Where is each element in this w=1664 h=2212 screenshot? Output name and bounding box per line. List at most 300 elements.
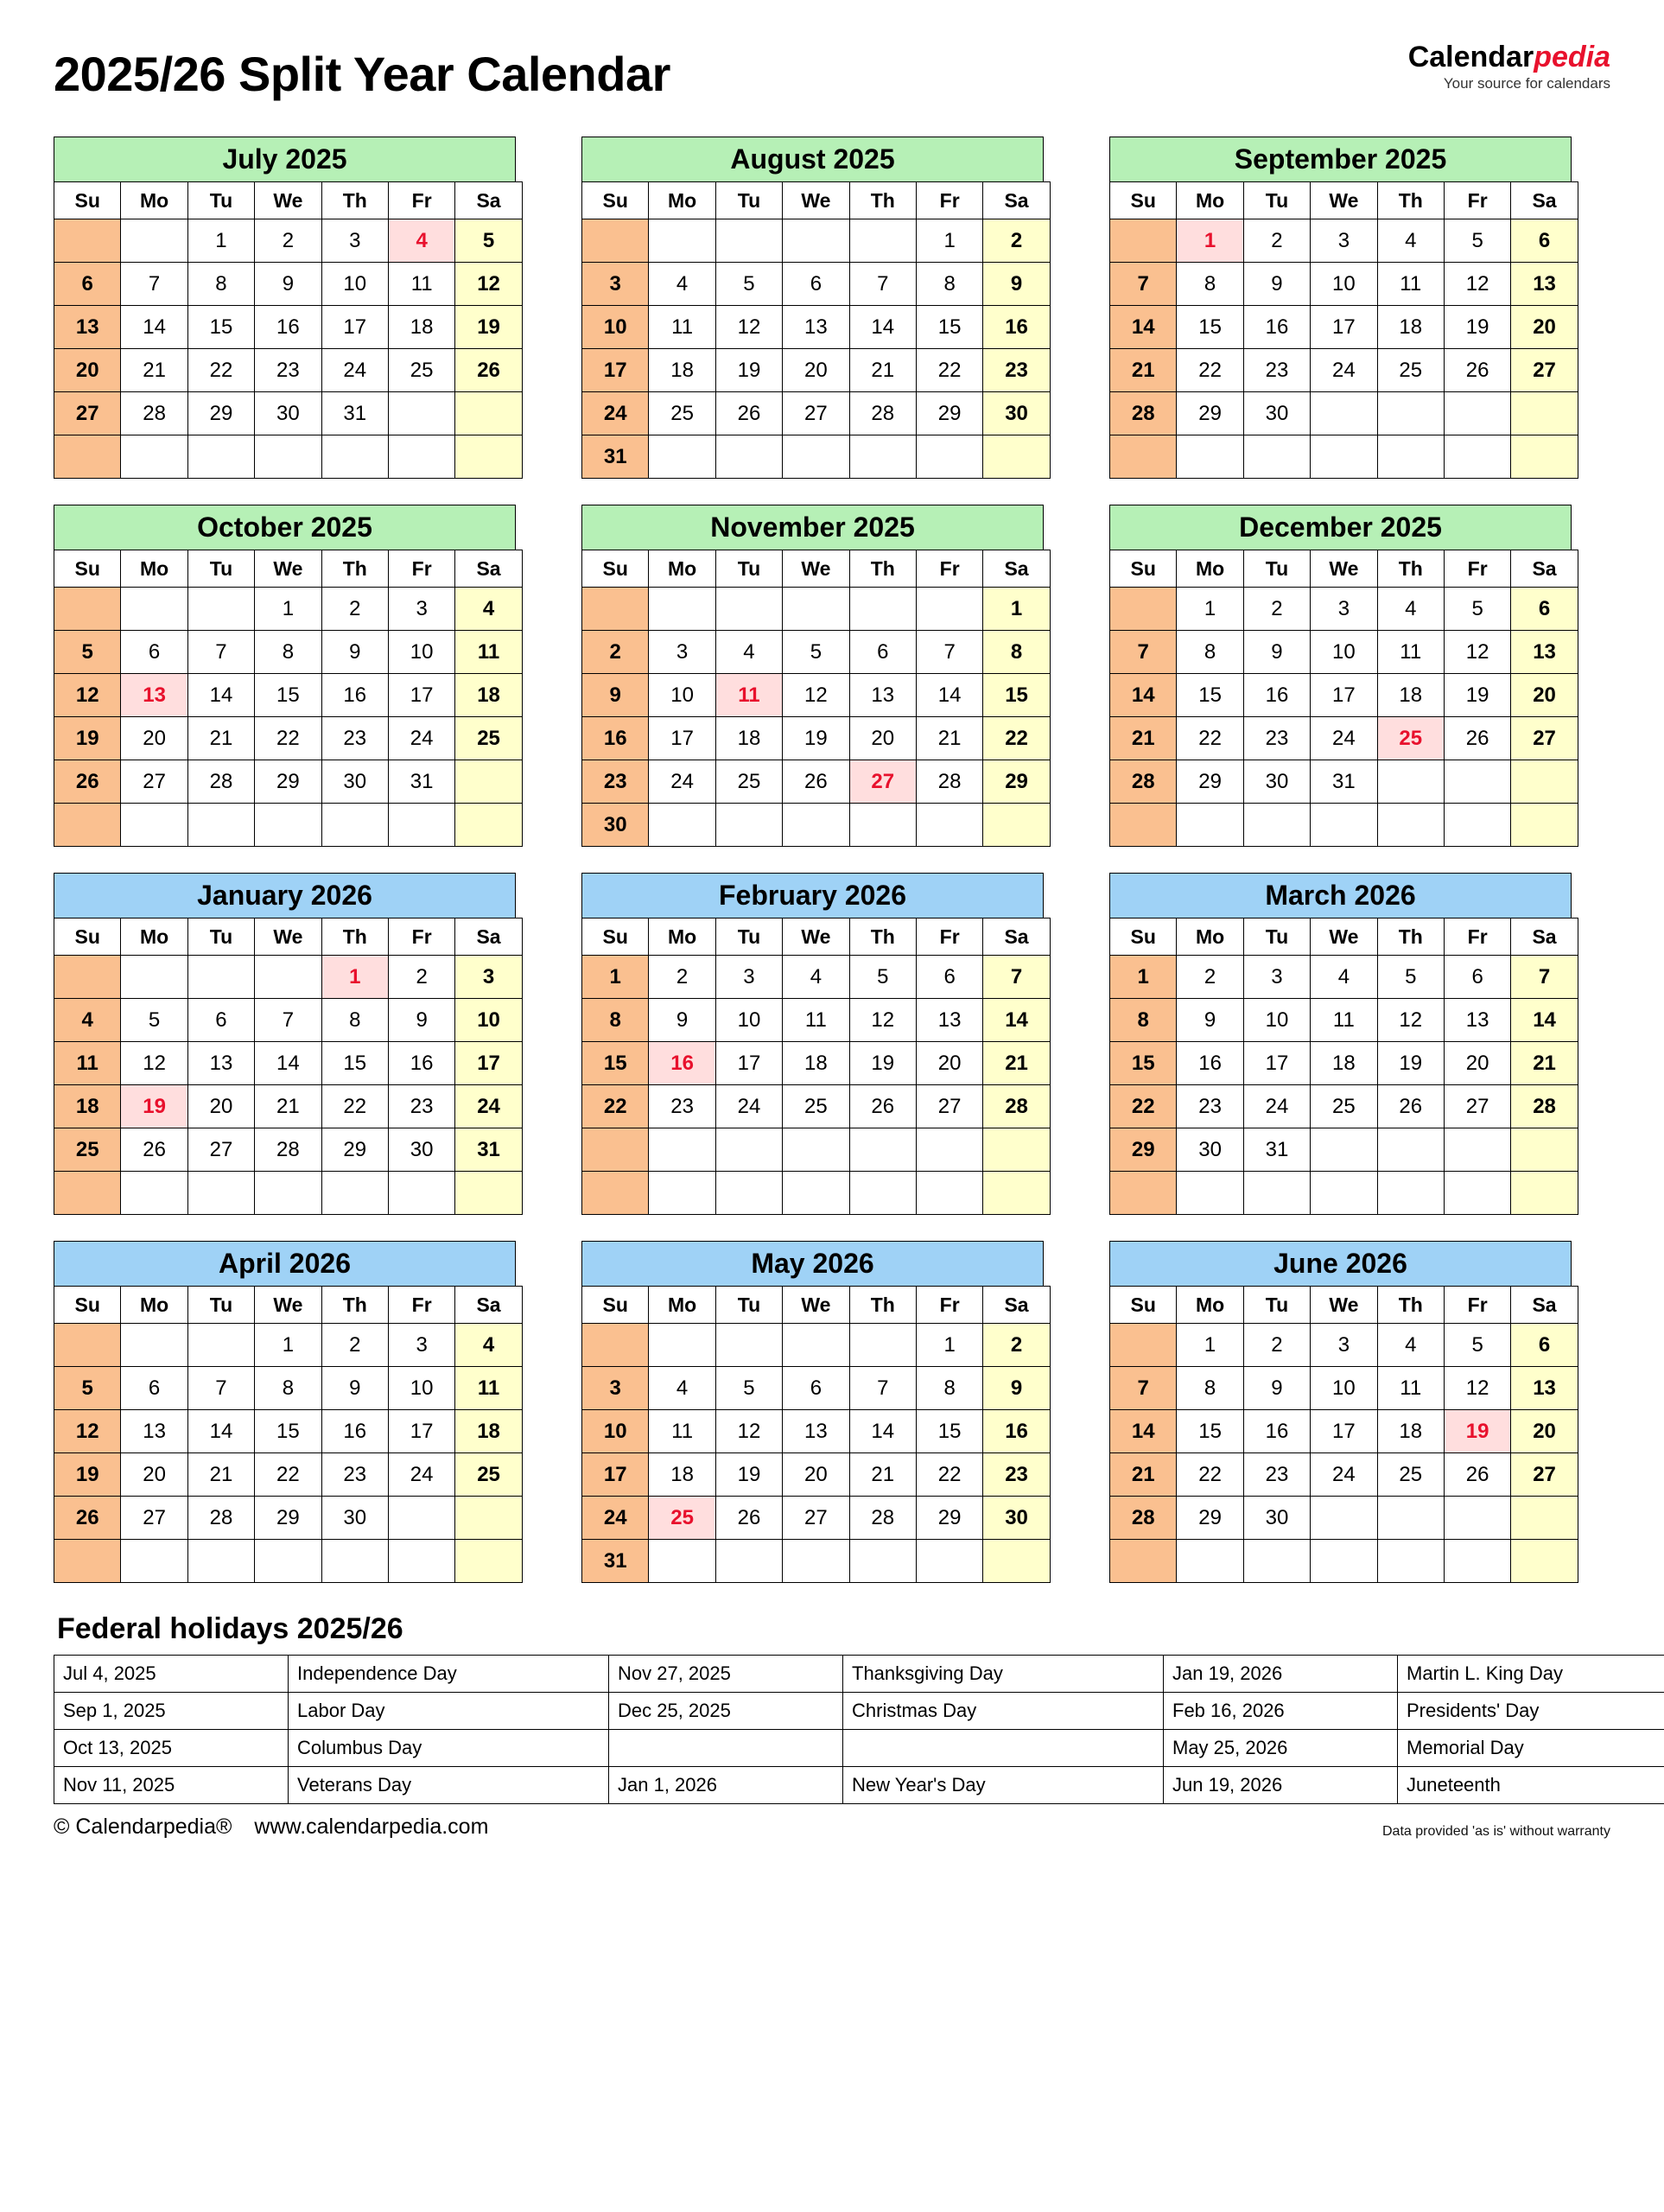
day-cell[interactable]: 13 <box>1444 999 1510 1042</box>
day-cell[interactable]: 9 <box>582 674 649 717</box>
day-cell[interactable]: 12 <box>715 1410 782 1453</box>
day-cell[interactable]: 11 <box>1377 263 1444 306</box>
day-cell[interactable]: 30 <box>255 392 321 435</box>
day-cell[interactable]: 2 <box>1243 219 1310 263</box>
day-cell[interactable]: 13 <box>916 999 982 1042</box>
day-cell[interactable]: 12 <box>1444 1367 1510 1410</box>
day-cell[interactable]: 2 <box>1177 956 1243 999</box>
day-cell[interactable]: 3 <box>1311 588 1377 631</box>
day-cell[interactable]: 8 <box>1177 263 1243 306</box>
day-cell[interactable]: 27 <box>783 1497 849 1540</box>
day-cell[interactable]: 17 <box>388 674 454 717</box>
day-cell[interactable]: 29 <box>1110 1128 1177 1172</box>
day-cell[interactable]: 3 <box>582 263 649 306</box>
day-cell[interactable]: 11 <box>649 1410 715 1453</box>
day-cell[interactable]: 5 <box>1444 588 1510 631</box>
day-cell[interactable]: 19 <box>1444 306 1510 349</box>
day-cell[interactable]: 10 <box>649 674 715 717</box>
day-cell[interactable]: 15 <box>916 1410 982 1453</box>
day-cell[interactable]: 4 <box>649 1367 715 1410</box>
day-cell[interactable]: 3 <box>388 1324 454 1367</box>
day-cell[interactable]: 8 <box>255 1367 321 1410</box>
day-cell[interactable]: 10 <box>1311 263 1377 306</box>
day-cell[interactable]: 16 <box>321 674 388 717</box>
day-cell[interactable]: 26 <box>783 760 849 804</box>
day-cell[interactable]: 6 <box>849 631 916 674</box>
day-cell[interactable]: 16 <box>649 1042 715 1085</box>
day-cell[interactable]: 14 <box>916 674 982 717</box>
day-cell[interactable]: 25 <box>54 1128 121 1172</box>
day-cell[interactable]: 17 <box>582 1453 649 1497</box>
day-cell[interactable]: 8 <box>1177 631 1243 674</box>
day-cell[interactable]: 26 <box>54 1497 121 1540</box>
day-cell[interactable]: 19 <box>121 1085 187 1128</box>
day-cell[interactable]: 5 <box>1377 956 1444 999</box>
day-cell[interactable]: 27 <box>1511 349 1578 392</box>
day-cell[interactable]: 24 <box>388 717 454 760</box>
day-cell[interactable]: 3 <box>455 956 522 999</box>
day-cell[interactable]: 3 <box>1311 1324 1377 1367</box>
day-cell[interactable]: 10 <box>455 999 522 1042</box>
day-cell[interactable]: 25 <box>455 717 522 760</box>
day-cell[interactable]: 23 <box>1243 349 1310 392</box>
day-cell[interactable]: 21 <box>187 717 254 760</box>
day-cell[interactable]: 7 <box>1110 263 1177 306</box>
day-cell[interactable]: 31 <box>582 435 649 479</box>
day-cell[interactable]: 3 <box>321 219 388 263</box>
day-cell[interactable]: 18 <box>388 306 454 349</box>
day-cell[interactable]: 23 <box>321 1453 388 1497</box>
day-cell[interactable]: 8 <box>916 263 982 306</box>
day-cell[interactable]: 25 <box>649 1497 715 1540</box>
day-cell[interactable]: 1 <box>255 588 321 631</box>
day-cell[interactable]: 11 <box>715 674 782 717</box>
day-cell[interactable]: 1 <box>1177 1324 1243 1367</box>
day-cell[interactable]: 24 <box>1311 717 1377 760</box>
day-cell[interactable]: 1 <box>916 219 982 263</box>
day-cell[interactable]: 12 <box>715 306 782 349</box>
day-cell[interactable]: 15 <box>1177 674 1243 717</box>
day-cell[interactable]: 22 <box>983 717 1050 760</box>
day-cell[interactable]: 21 <box>849 349 916 392</box>
day-cell[interactable]: 13 <box>1511 1367 1578 1410</box>
day-cell[interactable]: 8 <box>1110 999 1177 1042</box>
day-cell[interactable]: 13 <box>783 1410 849 1453</box>
day-cell[interactable]: 12 <box>849 999 916 1042</box>
day-cell[interactable]: 23 <box>649 1085 715 1128</box>
day-cell[interactable]: 4 <box>1377 219 1444 263</box>
day-cell[interactable]: 22 <box>1177 717 1243 760</box>
day-cell[interactable]: 13 <box>54 306 121 349</box>
day-cell[interactable]: 27 <box>187 1128 254 1172</box>
day-cell[interactable]: 4 <box>54 999 121 1042</box>
day-cell[interactable]: 15 <box>582 1042 649 1085</box>
day-cell[interactable]: 27 <box>1511 717 1578 760</box>
day-cell[interactable]: 10 <box>388 631 454 674</box>
day-cell[interactable]: 16 <box>983 1410 1050 1453</box>
day-cell[interactable]: 4 <box>783 956 849 999</box>
day-cell[interactable]: 8 <box>983 631 1050 674</box>
day-cell[interactable]: 30 <box>983 1497 1050 1540</box>
day-cell[interactable]: 12 <box>783 674 849 717</box>
day-cell[interactable]: 6 <box>783 263 849 306</box>
day-cell[interactable]: 10 <box>1311 1367 1377 1410</box>
day-cell[interactable]: 16 <box>983 306 1050 349</box>
day-cell[interactable]: 19 <box>1444 1410 1510 1453</box>
day-cell[interactable]: 26 <box>715 392 782 435</box>
day-cell[interactable]: 20 <box>1511 1410 1578 1453</box>
day-cell[interactable]: 2 <box>1243 588 1310 631</box>
day-cell[interactable]: 15 <box>255 1410 321 1453</box>
day-cell[interactable]: 3 <box>649 631 715 674</box>
day-cell[interactable]: 5 <box>54 631 121 674</box>
day-cell[interactable]: 21 <box>121 349 187 392</box>
day-cell[interactable]: 29 <box>255 1497 321 1540</box>
day-cell[interactable]: 28 <box>849 1497 916 1540</box>
day-cell[interactable]: 1 <box>916 1324 982 1367</box>
day-cell[interactable]: 11 <box>649 306 715 349</box>
day-cell[interactable]: 1 <box>1177 219 1243 263</box>
day-cell[interactable]: 12 <box>1444 263 1510 306</box>
day-cell[interactable]: 19 <box>54 717 121 760</box>
day-cell[interactable]: 21 <box>916 717 982 760</box>
day-cell[interactable]: 31 <box>1243 1128 1310 1172</box>
day-cell[interactable]: 4 <box>715 631 782 674</box>
day-cell[interactable]: 22 <box>255 1453 321 1497</box>
day-cell[interactable]: 14 <box>187 1410 254 1453</box>
day-cell[interactable]: 17 <box>1311 674 1377 717</box>
day-cell[interactable]: 16 <box>1243 674 1310 717</box>
day-cell[interactable]: 30 <box>582 804 649 847</box>
day-cell[interactable]: 4 <box>1377 1324 1444 1367</box>
day-cell[interactable]: 16 <box>1243 306 1310 349</box>
day-cell[interactable]: 1 <box>321 956 388 999</box>
day-cell[interactable]: 28 <box>187 760 254 804</box>
day-cell[interactable]: 13 <box>121 1410 187 1453</box>
day-cell[interactable]: 26 <box>54 760 121 804</box>
day-cell[interactable]: 7 <box>121 263 187 306</box>
day-cell[interactable]: 13 <box>121 674 187 717</box>
day-cell[interactable]: 4 <box>388 219 454 263</box>
day-cell[interactable]: 2 <box>582 631 649 674</box>
day-cell[interactable]: 14 <box>1511 999 1578 1042</box>
day-cell[interactable]: 25 <box>1377 349 1444 392</box>
day-cell[interactable]: 6 <box>54 263 121 306</box>
day-cell[interactable]: 8 <box>255 631 321 674</box>
day-cell[interactable]: 7 <box>983 956 1050 999</box>
day-cell[interactable]: 22 <box>1177 349 1243 392</box>
day-cell[interactable]: 27 <box>1511 1453 1578 1497</box>
day-cell[interactable]: 15 <box>916 306 982 349</box>
day-cell[interactable]: 9 <box>1243 263 1310 306</box>
day-cell[interactable]: 22 <box>1177 1453 1243 1497</box>
day-cell[interactable]: 21 <box>1110 717 1177 760</box>
day-cell[interactable]: 9 <box>983 1367 1050 1410</box>
day-cell[interactable]: 17 <box>455 1042 522 1085</box>
day-cell[interactable]: 22 <box>321 1085 388 1128</box>
day-cell[interactable]: 7 <box>1110 1367 1177 1410</box>
day-cell[interactable]: 27 <box>1444 1085 1510 1128</box>
day-cell[interactable]: 14 <box>1110 1410 1177 1453</box>
day-cell[interactable]: 26 <box>1444 717 1510 760</box>
day-cell[interactable]: 5 <box>54 1367 121 1410</box>
day-cell[interactable]: 28 <box>1110 760 1177 804</box>
day-cell[interactable]: 5 <box>455 219 522 263</box>
day-cell[interactable]: 20 <box>849 717 916 760</box>
day-cell[interactable]: 9 <box>321 1367 388 1410</box>
day-cell[interactable]: 29 <box>187 392 254 435</box>
day-cell[interactable]: 2 <box>321 1324 388 1367</box>
day-cell[interactable]: 14 <box>849 1410 916 1453</box>
day-cell[interactable]: 3 <box>388 588 454 631</box>
day-cell[interactable]: 7 <box>849 263 916 306</box>
day-cell[interactable]: 18 <box>783 1042 849 1085</box>
day-cell[interactable]: 19 <box>1444 674 1510 717</box>
day-cell[interactable]: 4 <box>455 1324 522 1367</box>
day-cell[interactable]: 18 <box>1377 1410 1444 1453</box>
website-url[interactable]: www.calendarpedia.com <box>254 1815 489 1839</box>
day-cell[interactable]: 23 <box>255 349 321 392</box>
day-cell[interactable]: 18 <box>54 1085 121 1128</box>
day-cell[interactable]: 22 <box>916 1453 982 1497</box>
day-cell[interactable]: 17 <box>649 717 715 760</box>
day-cell[interactable]: 7 <box>255 999 321 1042</box>
day-cell[interactable]: 12 <box>1377 999 1444 1042</box>
day-cell[interactable]: 22 <box>582 1085 649 1128</box>
day-cell[interactable]: 5 <box>849 956 916 999</box>
day-cell[interactable]: 24 <box>1243 1085 1310 1128</box>
day-cell[interactable]: 14 <box>121 306 187 349</box>
day-cell[interactable]: 4 <box>649 263 715 306</box>
day-cell[interactable]: 9 <box>255 263 321 306</box>
day-cell[interactable]: 3 <box>1243 956 1310 999</box>
day-cell[interactable]: 2 <box>983 219 1050 263</box>
day-cell[interactable]: 1 <box>582 956 649 999</box>
day-cell[interactable]: 28 <box>916 760 982 804</box>
day-cell[interactable]: 11 <box>455 631 522 674</box>
day-cell[interactable]: 17 <box>582 349 649 392</box>
day-cell[interactable]: 28 <box>1110 392 1177 435</box>
day-cell[interactable]: 16 <box>582 717 649 760</box>
day-cell[interactable]: 14 <box>849 306 916 349</box>
day-cell[interactable]: 20 <box>1511 306 1578 349</box>
day-cell[interactable]: 10 <box>582 1410 649 1453</box>
day-cell[interactable]: 14 <box>1110 306 1177 349</box>
day-cell[interactable]: 20 <box>121 1453 187 1497</box>
day-cell[interactable]: 22 <box>916 349 982 392</box>
day-cell[interactable]: 12 <box>54 674 121 717</box>
day-cell[interactable]: 24 <box>715 1085 782 1128</box>
day-cell[interactable]: 10 <box>321 263 388 306</box>
day-cell[interactable]: 9 <box>1243 1367 1310 1410</box>
day-cell[interactable]: 28 <box>849 392 916 435</box>
day-cell[interactable]: 29 <box>1177 760 1243 804</box>
day-cell[interactable]: 13 <box>783 306 849 349</box>
day-cell[interactable]: 1 <box>255 1324 321 1367</box>
day-cell[interactable]: 11 <box>1311 999 1377 1042</box>
day-cell[interactable]: 6 <box>916 956 982 999</box>
day-cell[interactable]: 11 <box>1377 1367 1444 1410</box>
day-cell[interactable]: 23 <box>1243 1453 1310 1497</box>
day-cell[interactable]: 13 <box>1511 631 1578 674</box>
day-cell[interactable]: 26 <box>1444 1453 1510 1497</box>
day-cell[interactable]: 30 <box>1243 392 1310 435</box>
day-cell[interactable]: 1 <box>187 219 254 263</box>
day-cell[interactable]: 15 <box>1110 1042 1177 1085</box>
day-cell[interactable]: 12 <box>54 1410 121 1453</box>
day-cell[interactable]: 15 <box>321 1042 388 1085</box>
day-cell[interactable]: 18 <box>1311 1042 1377 1085</box>
day-cell[interactable]: 3 <box>1311 219 1377 263</box>
day-cell[interactable]: 23 <box>983 1453 1050 1497</box>
day-cell[interactable]: 29 <box>983 760 1050 804</box>
day-cell[interactable]: 7 <box>187 1367 254 1410</box>
day-cell[interactable]: 20 <box>1511 674 1578 717</box>
day-cell[interactable]: 8 <box>1177 1367 1243 1410</box>
day-cell[interactable]: 6 <box>783 1367 849 1410</box>
day-cell[interactable]: 24 <box>582 1497 649 1540</box>
day-cell[interactable]: 9 <box>1177 999 1243 1042</box>
day-cell[interactable]: 27 <box>849 760 916 804</box>
day-cell[interactable]: 14 <box>1110 674 1177 717</box>
day-cell[interactable]: 9 <box>983 263 1050 306</box>
day-cell[interactable]: 25 <box>1377 717 1444 760</box>
day-cell[interactable]: 19 <box>783 717 849 760</box>
day-cell[interactable]: 23 <box>983 349 1050 392</box>
day-cell[interactable]: 3 <box>715 956 782 999</box>
day-cell[interactable]: 30 <box>388 1128 454 1172</box>
day-cell[interactable]: 30 <box>321 1497 388 1540</box>
day-cell[interactable]: 24 <box>321 349 388 392</box>
day-cell[interactable]: 29 <box>1177 1497 1243 1540</box>
day-cell[interactable]: 8 <box>187 263 254 306</box>
day-cell[interactable]: 6 <box>1511 1324 1578 1367</box>
day-cell[interactable]: 29 <box>916 392 982 435</box>
day-cell[interactable]: 13 <box>1511 263 1578 306</box>
day-cell[interactable]: 7 <box>849 1367 916 1410</box>
day-cell[interactable]: 16 <box>321 1410 388 1453</box>
day-cell[interactable]: 10 <box>582 306 649 349</box>
day-cell[interactable]: 28 <box>1511 1085 1578 1128</box>
day-cell[interactable]: 25 <box>715 760 782 804</box>
day-cell[interactable]: 6 <box>1511 588 1578 631</box>
day-cell[interactable]: 16 <box>1243 1410 1310 1453</box>
day-cell[interactable]: 20 <box>783 1453 849 1497</box>
day-cell[interactable]: 17 <box>715 1042 782 1085</box>
day-cell[interactable]: 5 <box>121 999 187 1042</box>
day-cell[interactable]: 23 <box>388 1085 454 1128</box>
day-cell[interactable]: 7 <box>916 631 982 674</box>
day-cell[interactable]: 20 <box>121 717 187 760</box>
day-cell[interactable]: 18 <box>649 349 715 392</box>
day-cell[interactable]: 20 <box>187 1085 254 1128</box>
day-cell[interactable]: 27 <box>783 392 849 435</box>
day-cell[interactable]: 24 <box>582 392 649 435</box>
day-cell[interactable]: 25 <box>1311 1085 1377 1128</box>
day-cell[interactable]: 20 <box>916 1042 982 1085</box>
day-cell[interactable]: 15 <box>187 306 254 349</box>
day-cell[interactable]: 29 <box>916 1497 982 1540</box>
day-cell[interactable]: 14 <box>983 999 1050 1042</box>
day-cell[interactable]: 19 <box>715 349 782 392</box>
day-cell[interactable]: 2 <box>255 219 321 263</box>
day-cell[interactable]: 17 <box>1311 1410 1377 1453</box>
day-cell[interactable]: 17 <box>1311 306 1377 349</box>
day-cell[interactable]: 30 <box>983 392 1050 435</box>
day-cell[interactable]: 26 <box>121 1128 187 1172</box>
day-cell[interactable]: 12 <box>1444 631 1510 674</box>
day-cell[interactable]: 12 <box>121 1042 187 1085</box>
day-cell[interactable]: 18 <box>1377 306 1444 349</box>
day-cell[interactable]: 26 <box>715 1497 782 1540</box>
day-cell[interactable]: 27 <box>54 392 121 435</box>
day-cell[interactable]: 11 <box>388 263 454 306</box>
day-cell[interactable]: 13 <box>849 674 916 717</box>
day-cell[interactable]: 18 <box>1377 674 1444 717</box>
day-cell[interactable]: 4 <box>1311 956 1377 999</box>
day-cell[interactable]: 19 <box>1377 1042 1444 1085</box>
day-cell[interactable]: 1 <box>983 588 1050 631</box>
day-cell[interactable]: 19 <box>849 1042 916 1085</box>
day-cell[interactable]: 21 <box>849 1453 916 1497</box>
day-cell[interactable]: 20 <box>54 349 121 392</box>
day-cell[interactable]: 6 <box>1444 956 1510 999</box>
day-cell[interactable]: 23 <box>1177 1085 1243 1128</box>
day-cell[interactable]: 31 <box>1311 760 1377 804</box>
day-cell[interactable]: 12 <box>455 263 522 306</box>
day-cell[interactable]: 23 <box>1243 717 1310 760</box>
day-cell[interactable]: 7 <box>1511 956 1578 999</box>
day-cell[interactable]: 31 <box>582 1540 649 1583</box>
day-cell[interactable]: 10 <box>388 1367 454 1410</box>
day-cell[interactable]: 28 <box>983 1085 1050 1128</box>
day-cell[interactable]: 19 <box>715 1453 782 1497</box>
day-cell[interactable]: 29 <box>255 760 321 804</box>
day-cell[interactable]: 1 <box>1177 588 1243 631</box>
day-cell[interactable]: 26 <box>1444 349 1510 392</box>
day-cell[interactable]: 7 <box>187 631 254 674</box>
day-cell[interactable]: 26 <box>455 349 522 392</box>
day-cell[interactable]: 28 <box>187 1497 254 1540</box>
day-cell[interactable]: 29 <box>1177 392 1243 435</box>
day-cell[interactable]: 2 <box>649 956 715 999</box>
day-cell[interactable]: 16 <box>255 306 321 349</box>
day-cell[interactable]: 17 <box>321 306 388 349</box>
day-cell[interactable]: 17 <box>1243 1042 1310 1085</box>
day-cell[interactable]: 11 <box>54 1042 121 1085</box>
day-cell[interactable]: 21 <box>187 1453 254 1497</box>
day-cell[interactable]: 31 <box>321 392 388 435</box>
day-cell[interactable]: 21 <box>983 1042 1050 1085</box>
day-cell[interactable]: 29 <box>321 1128 388 1172</box>
day-cell[interactable]: 15 <box>983 674 1050 717</box>
day-cell[interactable]: 25 <box>783 1085 849 1128</box>
day-cell[interactable]: 21 <box>1110 349 1177 392</box>
day-cell[interactable]: 15 <box>1177 306 1243 349</box>
day-cell[interactable]: 25 <box>1377 1453 1444 1497</box>
day-cell[interactable]: 16 <box>1177 1042 1243 1085</box>
day-cell[interactable]: 2 <box>388 956 454 999</box>
day-cell[interactable]: 5 <box>783 631 849 674</box>
day-cell[interactable]: 2 <box>1243 1324 1310 1367</box>
day-cell[interactable]: 31 <box>388 760 454 804</box>
day-cell[interactable]: 23 <box>582 760 649 804</box>
day-cell[interactable]: 5 <box>715 263 782 306</box>
day-cell[interactable]: 19 <box>455 306 522 349</box>
day-cell[interactable]: 5 <box>1444 1324 1510 1367</box>
day-cell[interactable]: 30 <box>1177 1128 1243 1172</box>
day-cell[interactable]: 3 <box>582 1367 649 1410</box>
